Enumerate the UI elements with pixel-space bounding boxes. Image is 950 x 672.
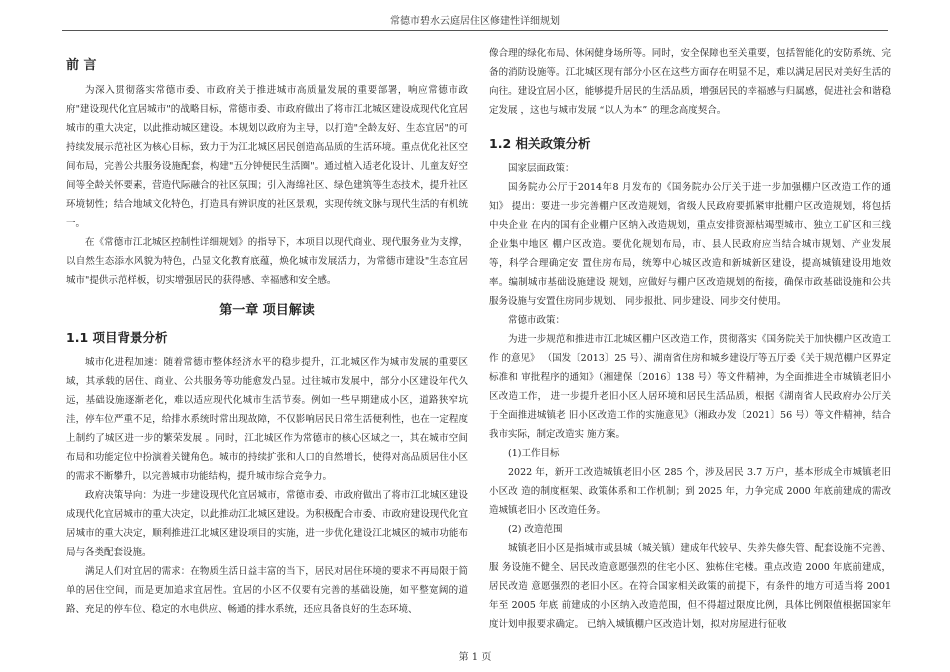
preface-paragraph: 在《常德市江北城区控制性详细规划》的指导下，本项目以现代商业、现代服务业为支撑，以自然生态添水风貌为特色，凸显文化教育底蕴，焕化城市发展活力，为常德市建设"生态宜居城市"提供示范样板，切实增强居民的获得感、幸福感和安全感。 <box>66 237 468 286</box>
city-policy-text: 为进一步规范和推进市江北城区棚户区改造工作，贯彻落实《国务院关于加快棚户区改造工作 的意见》 （国发〔2013〕25 号）、湖南省住房和城乡建设厅等五厅委《关于规范棚户区界定标准和 审批程序的通知》（湘建保〔2016〕138 号）等文件精神，为全面推进全市城镇老旧小区改造工作， 进一步提升老旧小区人居环境和居民生活品质，根据《湖南省人民政府办公厅关于全面推进城镇老 旧小区改造工作的实施意见》（湘政办发〔2021〕56 号）等文件精神，结合我市实际，制定改造实 施方案。 <box>489 334 891 440</box>
scope-text: 城镇老旧小区是指城市或县城（城关镇）建成年代较早、失养失修失管、配套设施不完善、服 务设施不健全、居民改造意愿强烈的住宅小区、独栋住宅楼。重点改造 2000 年底前建成，居民改造 意愿强烈的老旧小区。在符合国家相关政策的前提下，有条件的地方可适当将 2001 年至 2005 年底 前建成的小区纳入改造范围，但不得超过限度比例，具体比例限值根据国家年度计划申报要求确定。 已纳入城镇棚户区改造计划，拟对房屋进行征收 <box>489 543 891 630</box>
section-paragraph: 满足人们对宜居的需求：在物质生活日益丰富的当下，居民对居住环境的要求不再局限于简单的居住空间，而是更加追求宜居性。宜居的小区不仅要有完善的基础设施，如平整宽阔的道路、充足的停车位、稳定的水电供应、畅通的排水系统，还应具备良好的生态环境、 <box>66 566 468 615</box>
page-header-title: 常德市碧水云庭居住区修建性详细规划 <box>390 16 560 27</box>
chapter-title: 第一章 项目解读 <box>219 303 315 318</box>
section-paragraph: 政府决策导向：为进一步建设现代化宜居城市，常德市委、市政府做出了将市江北城区建设成现代化宜居城市的重大决定，以此推动江北城区建设。为积极配合市委、市政府建设现代化宜居城市的重大决定，顺利推进江北城区建设项目的实施，进一步优化建设江北城区的城市功能布局与各类配套设施。 <box>66 490 468 558</box>
left-column <box>66 44 468 619</box>
section-paragraph: 城市化进程加速：随着常德市整体经济水平的稳步提升，江北城区作为城市发展的重要区域，其承载的居住、商业、公共服务等功能愈发凸显。过往城市发展中，部分小区建设年代久远，基础设施逐渐老化，难以适应现代化城市生活节奏。例如一些早期建成小区，道路狭窄坑洼，停车位严重不足，给排水系统时常出现故障，不仅影响居民日常生活便利性，也在一定程度上制约了城区进一步的繁荣发展 。同时，江北城区作为常德市的核心区域之一，其在城市空间布局和功能定位中扮演着关键角色。城市的持续扩张和人口的自然增长，使得对高品质居住小区的需求不断攀升，以完善城市功能结构，提升城市综合竞争力。 <box>66 357 468 482</box>
city-policy-label: 常德市政策： <box>508 315 566 326</box>
section-heading-1-1: 1.1 项目背景分析 <box>66 330 168 345</box>
preface-heading: 前 言 <box>66 58 97 73</box>
preface-paragraph: 为深入贯彻落实常德市委、市政府关于推进城市高质量发展的重要部署，响应常德市政府"建设现代化宜居城市"的战略目标，常德市委、市政府做出了将市江北城区建设成现代化宜居城市的重大决定，以此推动城区建设。本规划以政府为主导，以打造"全龄友好、生态宜居"的可持续发展示范社区为核心目标，致力于为江北城区居民创造高品质的生活环境。重点优化社区空间布局，完善公共服务设施配套，构建"五分钟便民生活圈"。通过植入适老化设计、儿童友好空间等全龄关怀要素，营造代际融合的社区氛围；引入海绵社区、绿色建筑等生态技术，提升社区环境韧性；结合地域文化特色，打造具有辨识度的社区景观，实现传统文脉与现代生活的有机统一。 <box>66 85 468 229</box>
continuation-paragraph: 像合理的绿化布局、休闲健身场所等。同时，安全保障也至关重要，包括智能化的安防系统、完备的消防设施等。江北城区现有部分小区在这些方面存在明显不足，难以满足居民对美好生活的向往。建设宜居小区，能够提升居民的生活品质，增强居民的幸福感与归属感，促进社会和谐稳定发展 ，这也与城市发展 “以人为本” 的理念高度契合。 <box>489 48 891 116</box>
scope-label: (2) 改造范围 <box>508 524 563 535</box>
national-policy-label: 国家层面政策： <box>508 163 575 174</box>
work-goal-label: (1)工作目标 <box>508 448 560 459</box>
section-heading-1-2: 1.2 相关政策分析 <box>489 136 591 151</box>
page-number: 第 1 页 <box>458 652 492 663</box>
national-policy-text: 国务院办公厅于2014年8 月发布的《国务院办公厅关于进一步加强棚户区改造工作的通知》 提出：要进一步完善棚户区改造规划，省级人民政府要抓紧审批棚户区改造规划，将包括中央企业 在内的国有企业棚户区纳入改造规划，重点安排资源枯竭型城市、独立工矿区和三线企业集中地区 棚户区改造。要优化规划布局，市、县人民政府应当结合城市规划、产业发展等，科学合理确定安 置住房布局，统筹中心城区改造和新城新区建设，提高城镇建设用地效率。编制城市基础设施建设 规划，应做好与棚户区改造规划的衔接，确保市政基础设施和公共服务设施与安置住房同步规划、 同步报批、同步建设、同步交付使用。 <box>489 182 891 307</box>
right-column <box>489 44 891 634</box>
header-divider <box>62 30 888 31</box>
work-goal-text: 2022 年，新开工改造城镇老旧小区 285 个，涉及居民 3.7 万户，基本形成全市城镇老旧小区改 造的制度框架、政策体系和工作机制；到 2025 年，力争完成 2000 年底前建成的需改造城镇老旧小 区改造任务。 <box>489 467 891 516</box>
